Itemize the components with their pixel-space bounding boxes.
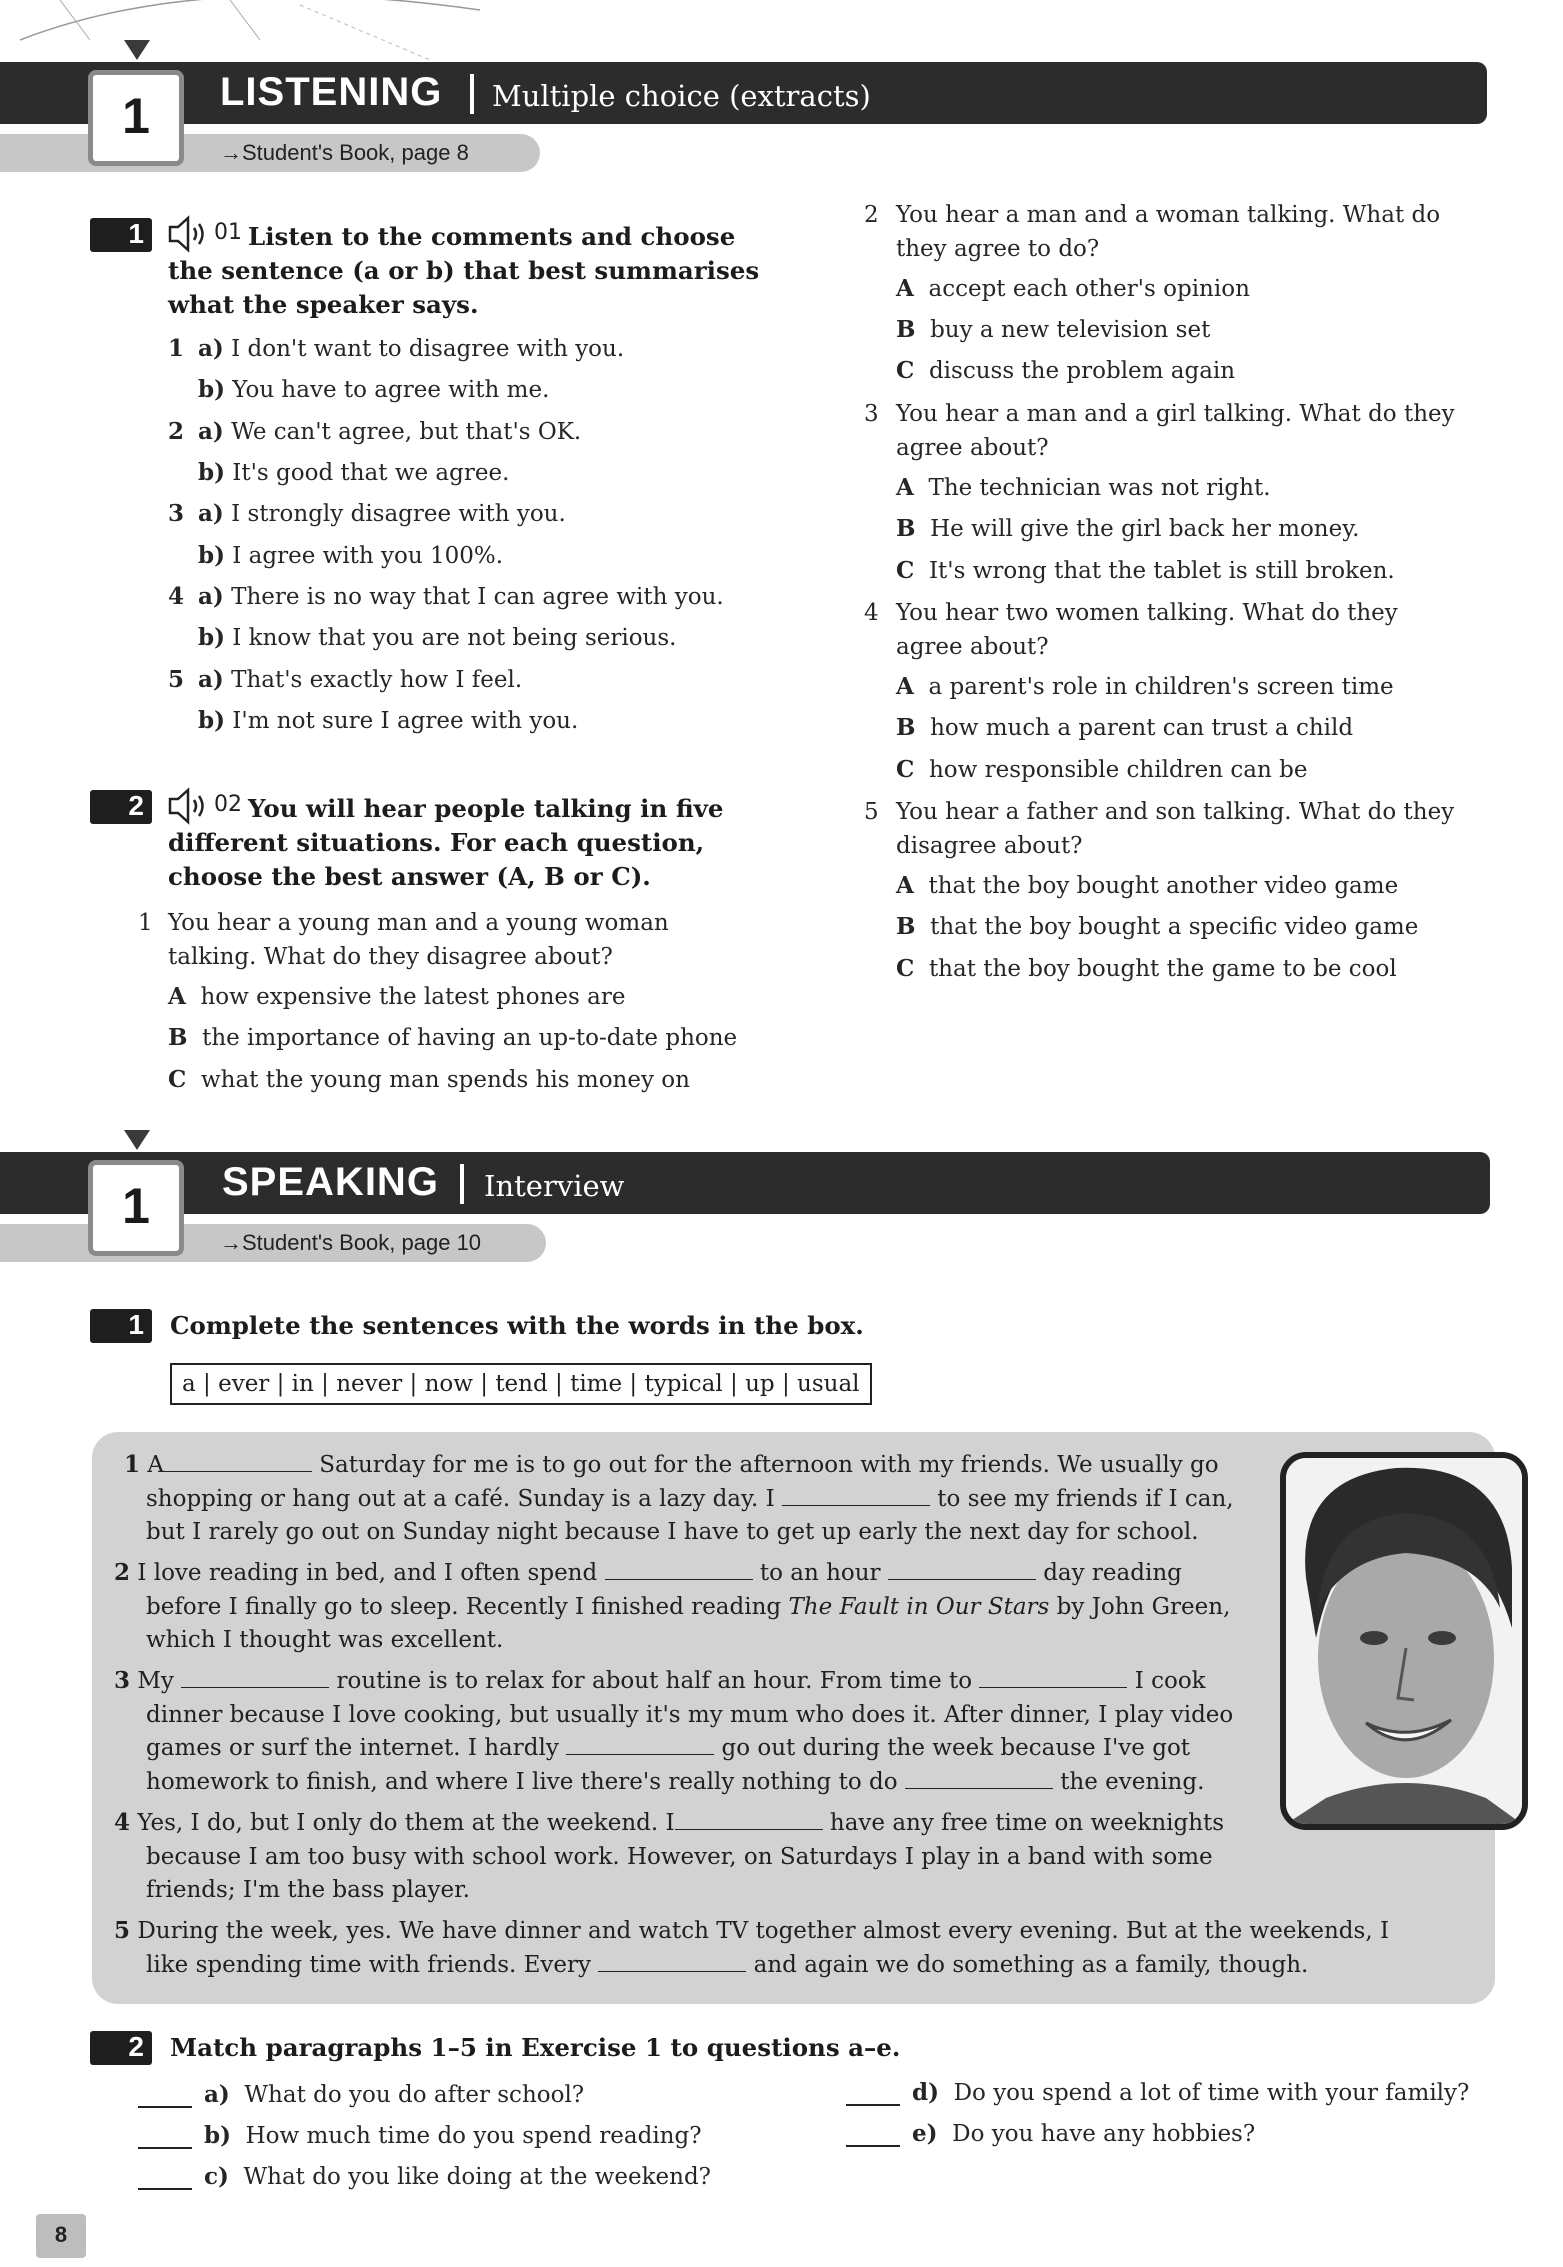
option-A: A a parent's role in children's screen time [896, 673, 1394, 700]
listening-book-ref: →Student's Book, page 8 [220, 140, 469, 165]
match-question: b) How much time do you spend reading? [204, 2122, 702, 2149]
option-b: b) It's good that we agree. [198, 459, 510, 486]
match-question: e) Do you have any hobbies? [912, 2120, 1256, 2147]
option-C: C that the boy bought the game to be cool [896, 955, 1397, 982]
match-question: d) Do you spend a lot of time with your family? [912, 2079, 1470, 2106]
option-a: a) That's exactly how I feel. [198, 666, 523, 693]
answer-blank[interactable] [181, 1667, 329, 1688]
listening-unit-badge [88, 70, 184, 166]
section-marker-triangle [124, 1130, 150, 1150]
speaking-title: SPEAKING [222, 1160, 439, 1204]
answer-line[interactable] [138, 2106, 192, 2108]
exercise-instruction: Complete the sentences with the words in the box. [170, 1311, 864, 1340]
option-a: a) We can't agree, but that's OK. [198, 418, 582, 445]
match-question: c) What do you like doing at the weekend? [204, 2163, 711, 2190]
option-C: C what the young man spends his money on [168, 1066, 690, 1093]
speaking-unit-number: 1 [122, 1178, 150, 1234]
option-C: C how responsible children can be [896, 756, 1308, 783]
question-text: You hear a man and a girl talking. What do they agree about? [896, 401, 1455, 461]
answer-blank[interactable] [782, 1485, 930, 1506]
option-B: B how much a parent can trust a child [896, 714, 1354, 741]
answer-line[interactable] [138, 2147, 192, 2149]
exercise-instruction: You will hear people talking in five different situations. For each question, choose the best answer (A, B or C). [168, 794, 724, 891]
speaking-unit-badge [88, 1160, 184, 1256]
exercise-number-badge: 1 [90, 1309, 152, 1343]
decorative-corner-lines [0, 0, 520, 70]
answer-blank[interactable] [888, 1559, 1036, 1580]
answer-blank[interactable] [598, 1951, 746, 1972]
option-b: b) I'm not sure I agree with you. [198, 707, 579, 734]
speaking-book-ref-bar [0, 1224, 546, 1262]
paragraph-5: 5 During the week, yes. We have dinner and watch TV together almost every evening. But at the weekends, I like spending time with friends. Every and again we do something as a family, though. [114, 1917, 1390, 1978]
exercise-instruction: Listen to the comments and choose the sentence (a or b) that best summarises what the speaker says. [168, 222, 760, 319]
item-number: 1 [168, 335, 185, 362]
boy-portrait-image [1286, 1458, 1522, 1824]
question-text: You hear a father and son talking. What do they disagree about? [896, 799, 1455, 859]
option-a: a) I strongly disagree with you. [198, 500, 566, 527]
listening-book-ref-bar [0, 134, 540, 172]
paragraph-2: 2 I love reading in bed, and I often spend to an hour day reading before I finally go to sleep. Recently I finished reading The Fault in Our Stars by John Green, which I thought was excellent. [114, 1559, 1231, 1653]
answer-blank[interactable] [566, 1734, 714, 1755]
option-B: B the importance of having an up-to-date phone [168, 1024, 738, 1051]
audio-track-number: 02 [214, 792, 242, 817]
answer-blank[interactable] [164, 1451, 312, 1472]
match-question: a) What do you do after school? [204, 2081, 585, 2108]
word-box: a | ever | in | never | now | tend | time | typical | up | usual [170, 1363, 872, 1405]
item-number: 3 [168, 500, 185, 527]
answer-blank[interactable] [605, 1559, 753, 1580]
option-a: a) I don't want to disagree with you. [198, 335, 625, 362]
listening-title-bar [0, 62, 1487, 124]
item-number: 4 [168, 583, 185, 610]
exercise-number-badge: 1 [90, 218, 152, 252]
option-C: C It's wrong that the tablet is still broken. [896, 557, 1395, 584]
answer-line[interactable] [138, 2188, 192, 2190]
paragraph-4: 4 Yes, I do, but I only do them at the weekend. I have any free time on weeknights because I am too busy with school work. However, on Saturdays I play in a band with some friends; I'm the bass player. [114, 1809, 1225, 1903]
title-separator [460, 1164, 464, 1204]
question-number: 3 [864, 401, 879, 427]
paragraph-3: 3 My routine is to relax for about half an hour. From time to I cook dinner because I love cooking, but usually it's my mum who does it. After dinner, I play video games or surf the internet. I hardly go out during the week because I've got homework to finish, and where I live there's really nothing to do the evening. [114, 1667, 1234, 1795]
option-B: B buy a new television set [896, 316, 1211, 343]
option-b: b) I know that you are not being serious. [198, 624, 677, 651]
question-text: You hear a young man and a young woman talking. What do they disagree about? [168, 910, 669, 970]
question-number: 2 [864, 202, 879, 228]
answer-blank[interactable] [905, 1768, 1053, 1789]
exercise-instruction: Match paragraphs 1–5 in Exercise 1 to questions a–e. [170, 2033, 901, 2062]
question-number: 4 [864, 600, 879, 626]
page-number-badge [36, 2214, 86, 2258]
question-text: You hear a man and a woman talking. What do they agree to do? [896, 202, 1441, 262]
answer-line[interactable] [846, 2104, 900, 2106]
paragraph-1: 1 A Saturday for me is to go out for the afternoon with my friends. We usually go shopping or hang out at a café. Sunday is a lazy day. I to see my friends if I can, but I rarely go out on Sunday night because I have to get up early the next day for school. [124, 1451, 1234, 1545]
boy-photo [1280, 1452, 1528, 1830]
question-number: 5 [864, 799, 879, 825]
item-number: 5 [168, 666, 185, 693]
question-text: You hear two women talking. What do they agree about? [896, 600, 1398, 660]
speaking-subtitle: Interview [484, 1169, 625, 1203]
option-a: a) There is no way that I can agree with you. [198, 583, 724, 610]
listening-subtitle: Multiple choice (extracts) [492, 79, 871, 113]
question-number: 1 [138, 910, 153, 936]
option-C: C discuss the problem again [896, 357, 1236, 384]
option-A: A that the boy bought another video game [896, 872, 1399, 899]
answer-blank[interactable] [675, 1809, 823, 1830]
speaking-book-ref: →Student's Book, page 10 [220, 1230, 482, 1255]
option-B: B that the boy bought a specific video game [896, 913, 1419, 940]
section-marker-triangle [124, 40, 150, 60]
page-number: 8 [54, 2222, 68, 2247]
option-b: b) I agree with you 100%. [198, 542, 504, 569]
option-A: A The technician was not right. [896, 474, 1271, 501]
option-A: A accept each other's opinion [896, 275, 1250, 302]
answer-line[interactable] [846, 2145, 900, 2147]
exercise-number-badge: 2 [90, 2031, 152, 2065]
option-b: b) You have to agree with me. [198, 376, 550, 403]
option-B: B He will give the girl back her money. [896, 515, 1360, 542]
answer-blank[interactable] [979, 1667, 1127, 1688]
exercise-number-badge: 2 [90, 790, 152, 824]
item-number: 2 [168, 418, 185, 445]
option-A: A how expensive the latest phones are [168, 983, 626, 1010]
listening-unit-number: 1 [122, 88, 150, 144]
speaking-title-bar [0, 1152, 1490, 1214]
title-separator [470, 74, 474, 114]
audio-track-number: 01 [214, 220, 242, 245]
listening-title: LISTENING [220, 70, 443, 114]
